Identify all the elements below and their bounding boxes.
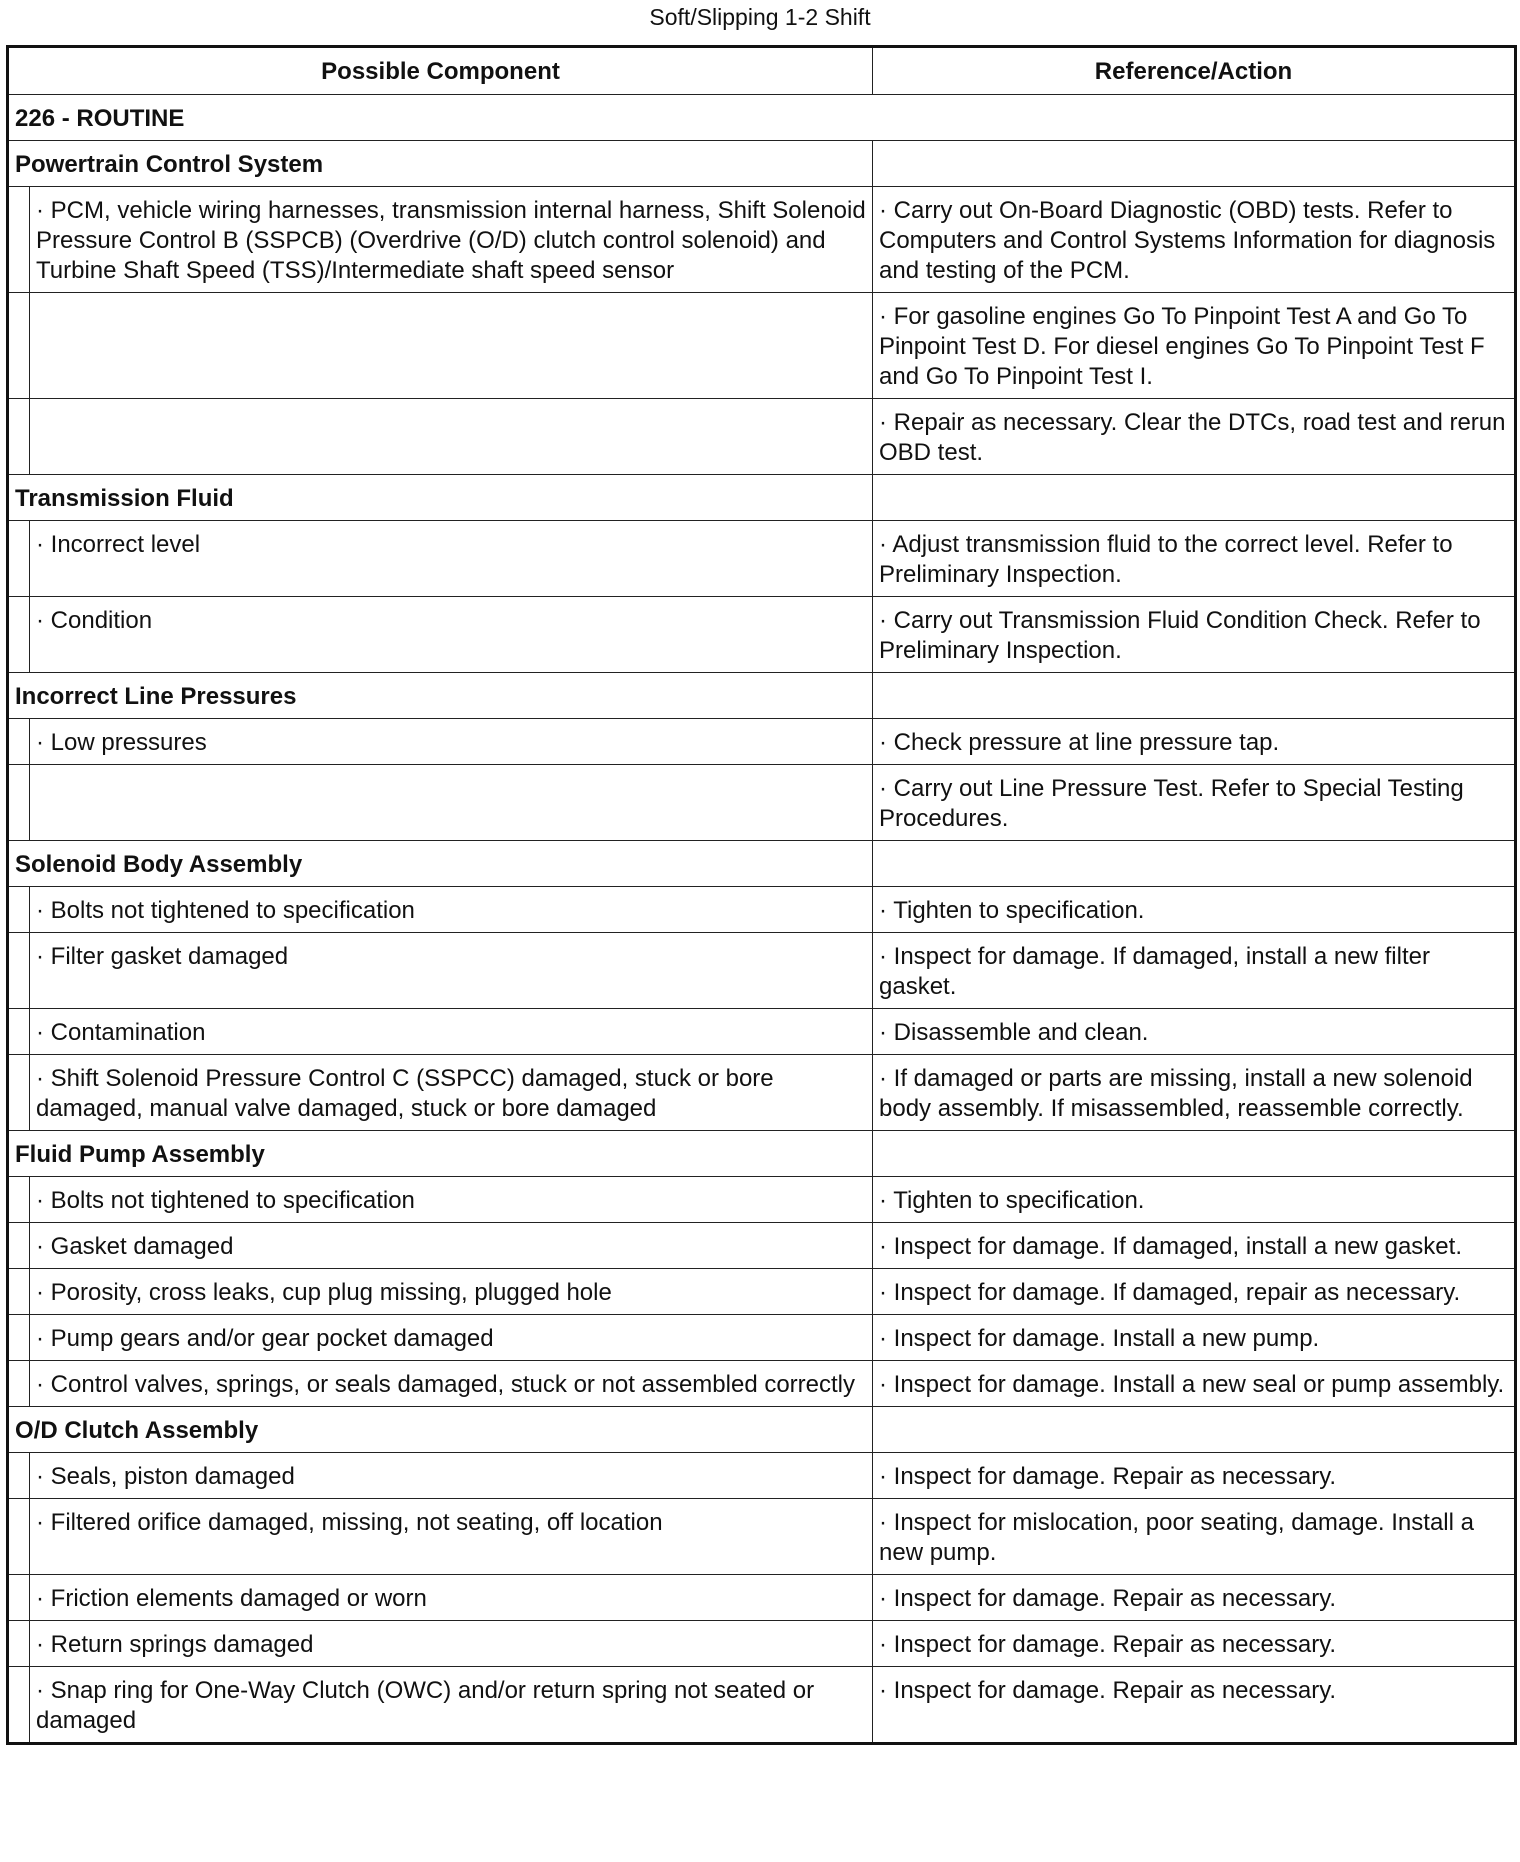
page-title: Soft/Slipping 1-2 Shift (649, 4, 871, 30)
section-action-empty (873, 1131, 1516, 1177)
section-action-empty (873, 841, 1516, 887)
section-action-empty (873, 141, 1516, 187)
table-row (8, 521, 1516, 597)
table-row (8, 1361, 1516, 1407)
table-row (8, 187, 1516, 293)
group-row (8, 95, 1516, 141)
section-title: Transmission Fluid (8, 475, 873, 521)
table-row (8, 1223, 1516, 1269)
action-cell: · Inspect for damage. If damaged, repair as necessary. (873, 1269, 1516, 1315)
indent-cell (8, 1453, 30, 1499)
component-cell: · Bolts not tightened to specification (30, 1177, 873, 1223)
indent-cell (8, 1621, 30, 1667)
component-cell: · Bolts not tightened to specification (30, 887, 873, 933)
diagnosis-table (6, 45, 1517, 1745)
section-action-empty (873, 1407, 1516, 1453)
group-label: 226 - ROUTINE (8, 95, 1516, 141)
component-cell: · Snap ring for One-Way Clutch (OWC) and/or return spring not seated or damaged (30, 1667, 873, 1744)
action-cell: · Inspect for damage. Repair as necessary. (873, 1667, 1516, 1744)
action-cell: · Inspect for damage. If damaged, install a new filter gasket. (873, 933, 1516, 1009)
table-row (8, 1055, 1516, 1131)
component-cell: · Return springs damaged (30, 1621, 873, 1667)
table-row (8, 293, 1516, 399)
table-row (8, 1621, 1516, 1667)
component-cell: · Incorrect level (30, 521, 873, 597)
indent-cell (8, 1269, 30, 1315)
indent-cell (8, 521, 30, 597)
indent-cell (8, 1009, 30, 1055)
table-row (8, 933, 1516, 1009)
component-cell: · Control valves, springs, or seals damaged, stuck or not assembled correctly (30, 1361, 873, 1407)
component-cell: · Low pressures (30, 719, 873, 765)
indent-cell (8, 1055, 30, 1131)
section-row (8, 1131, 1516, 1177)
action-cell: · Carry out Line Pressure Test. Refer to Special Testing Procedures. (873, 765, 1516, 841)
action-cell: · Carry out Transmission Fluid Condition Check. Refer to Preliminary Inspection. (873, 597, 1516, 673)
indent-cell (8, 1361, 30, 1407)
table-row (8, 1499, 1516, 1575)
table-row (8, 887, 1516, 933)
indent-cell (8, 887, 30, 933)
component-cell: · PCM, vehicle wiring harnesses, transmission internal harness, Shift Solenoid Pressure Control B (SSPCB) (Overdrive (O/D) clutch control solenoid) and Turbine Shaft Speed (TSS)/Intermediate shaft speed sensor (30, 187, 873, 293)
section-title: O/D Clutch Assembly (8, 1407, 873, 1453)
action-cell: · For gasoline engines Go To Pinpoint Test A and Go To Pinpoint Test D. For diesel engines Go To Pinpoint Test F and Go To Pinpoint Test I. (873, 293, 1516, 399)
table-row (8, 597, 1516, 673)
action-cell: · Inspect for damage. Install a new seal or pump assembly. (873, 1361, 1516, 1407)
action-cell: · Inspect for mislocation, poor seating, damage. Install a new pump. (873, 1499, 1516, 1575)
action-cell: · If damaged or parts are missing, install a new solenoid body assembly. If misassembled, reassemble correctly. (873, 1055, 1516, 1131)
indent-cell (8, 719, 30, 765)
component-cell (30, 399, 873, 475)
action-cell: · Tighten to specification. (873, 887, 1516, 933)
action-cell: · Inspect for damage. Repair as necessary. (873, 1453, 1516, 1499)
indent-cell (8, 597, 30, 673)
component-cell: · Filter gasket damaged (30, 933, 873, 1009)
section-row (8, 475, 1516, 521)
section-title: Incorrect Line Pressures (8, 673, 873, 719)
table-row (8, 765, 1516, 841)
indent-cell (8, 1223, 30, 1269)
component-cell: · Porosity, cross leaks, cup plug missing, plugged hole (30, 1269, 873, 1315)
table-row (8, 1575, 1516, 1621)
section-title: Powertrain Control System (8, 141, 873, 187)
section-row (8, 673, 1516, 719)
header-possible-component: Possible Component (8, 47, 873, 95)
section-action-empty (873, 475, 1516, 521)
indent-cell (8, 1177, 30, 1223)
component-cell: · Shift Solenoid Pressure Control C (SSPCC) damaged, stuck or bore damaged, manual valve damaged, stuck or bore damaged (30, 1055, 873, 1131)
action-cell: · Adjust transmission fluid to the correct level. Refer to Preliminary Inspection. (873, 521, 1516, 597)
component-cell: · Seals, piston damaged (30, 1453, 873, 1499)
indent-cell (8, 1575, 30, 1621)
action-cell: · Check pressure at line pressure tap. (873, 719, 1516, 765)
table-row (8, 399, 1516, 475)
action-cell: · Repair as necessary. Clear the DTCs, road test and rerun OBD test. (873, 399, 1516, 475)
action-cell: · Carry out On-Board Diagnostic (OBD) tests. Refer to Computers and Control Systems Information for diagnosis and testing of the PCM. (873, 187, 1516, 293)
header-reference-action: Reference/Action (873, 47, 1516, 95)
table-row (8, 1315, 1516, 1361)
action-cell: · Inspect for damage. Install a new pump. (873, 1315, 1516, 1361)
section-action-empty (873, 673, 1516, 719)
section-row (8, 841, 1516, 887)
component-cell: · Pump gears and/or gear pocket damaged (30, 1315, 873, 1361)
component-cell: · Gasket damaged (30, 1223, 873, 1269)
action-cell: · Inspect for damage. Repair as necessary. (873, 1575, 1516, 1621)
action-cell: · Inspect for damage. Repair as necessary. (873, 1621, 1516, 1667)
action-cell: · Disassemble and clean. (873, 1009, 1516, 1055)
indent-cell (8, 399, 30, 475)
table-row (8, 1269, 1516, 1315)
table-row (8, 719, 1516, 765)
action-cell: · Inspect for damage. If damaged, install a new gasket. (873, 1223, 1516, 1269)
indent-cell (8, 1315, 30, 1361)
indent-cell (8, 187, 30, 293)
component-cell: · Friction elements damaged or worn (30, 1575, 873, 1621)
table-row (8, 1667, 1516, 1744)
component-cell: · Contamination (30, 1009, 873, 1055)
indent-cell (8, 293, 30, 399)
table-row (8, 1177, 1516, 1223)
component-cell: · Condition (30, 597, 873, 673)
section-row (8, 1407, 1516, 1453)
component-cell (30, 765, 873, 841)
indent-cell (8, 765, 30, 841)
indent-cell (8, 1499, 30, 1575)
action-cell: · Tighten to specification. (873, 1177, 1516, 1223)
header-row (8, 47, 1516, 95)
table-row (8, 1453, 1516, 1499)
indent-cell (8, 933, 30, 1009)
section-title: Solenoid Body Assembly (8, 841, 873, 887)
section-title: Fluid Pump Assembly (8, 1131, 873, 1177)
component-cell: · Filtered orifice damaged, missing, not seating, off location (30, 1499, 873, 1575)
section-row (8, 141, 1516, 187)
table-body (8, 95, 1516, 1744)
indent-cell (8, 1667, 30, 1744)
table-row (8, 1009, 1516, 1055)
component-cell (30, 293, 873, 399)
